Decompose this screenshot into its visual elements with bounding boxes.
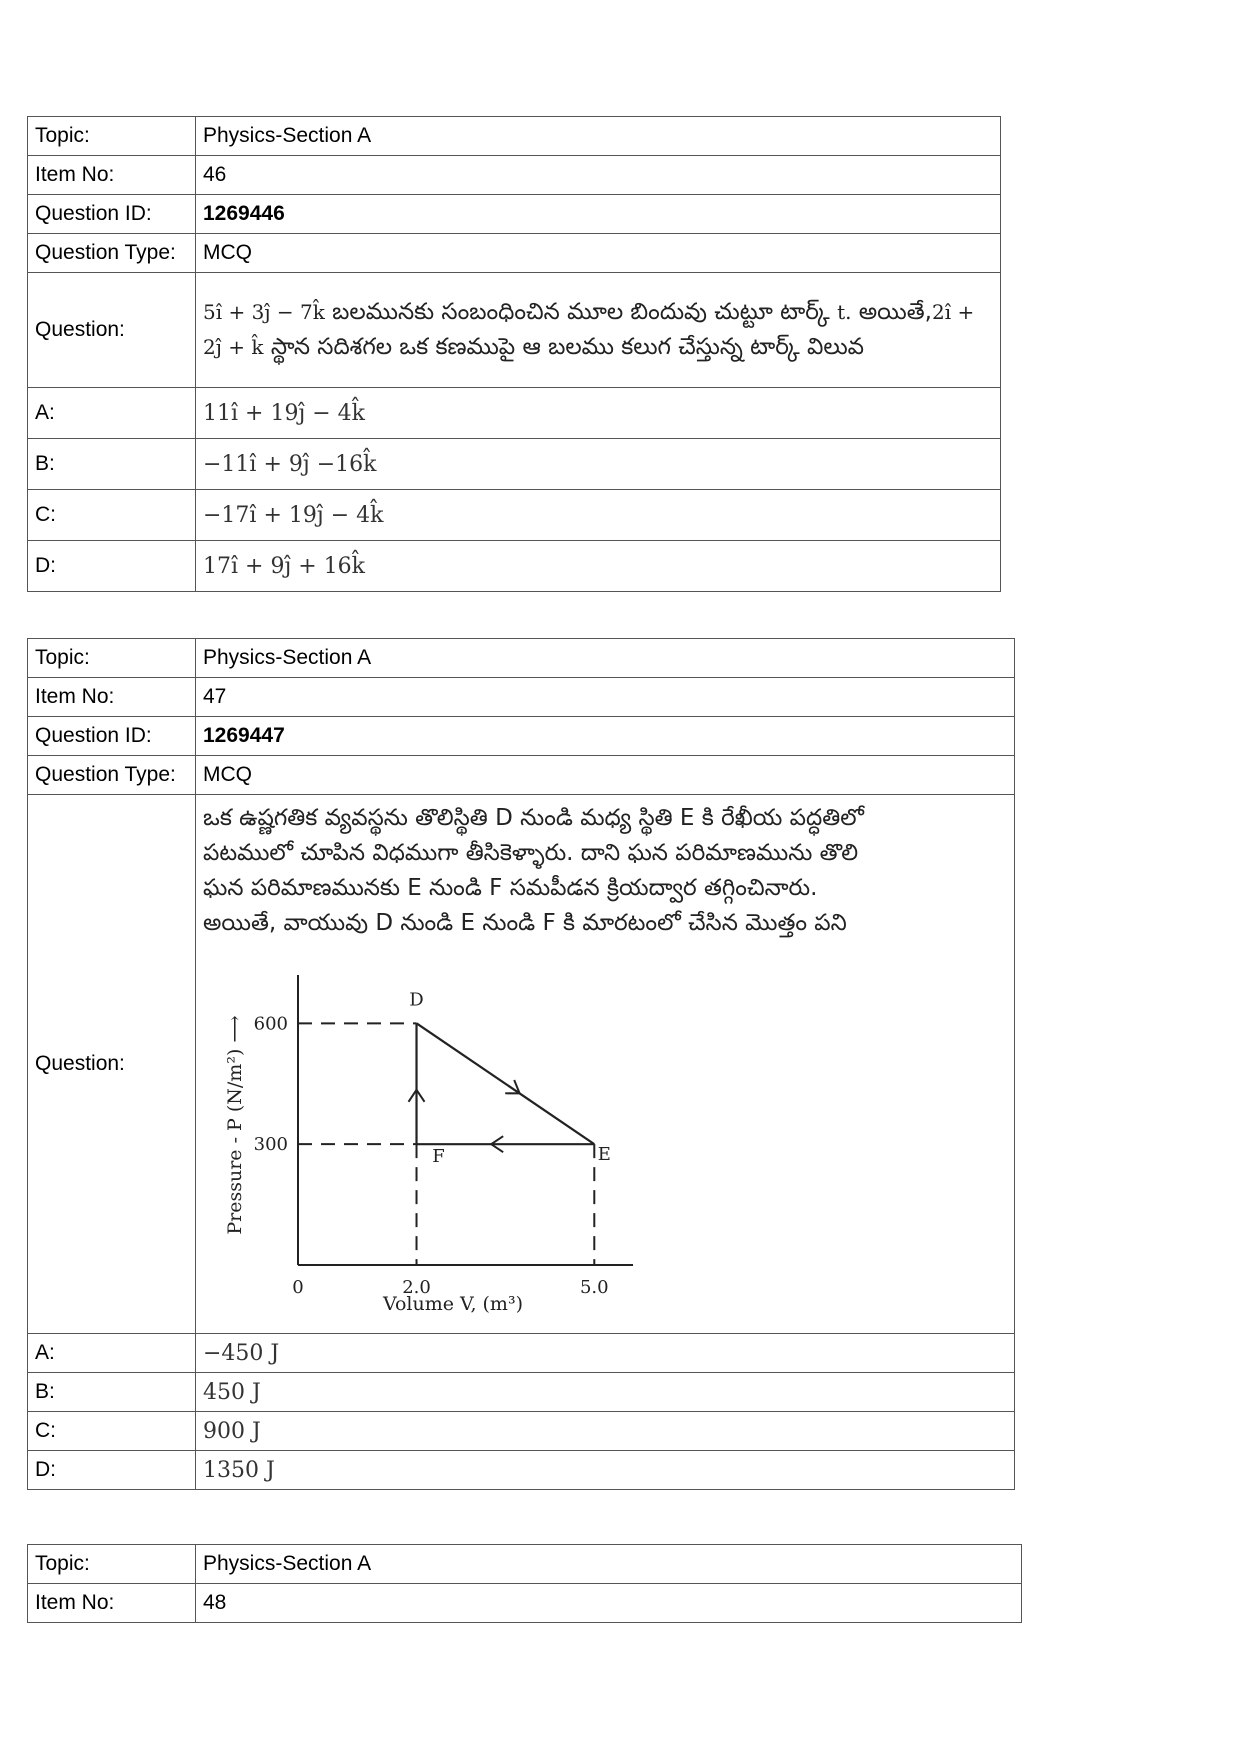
question-48-table xyxy=(27,1544,1022,1623)
option-c-label: C: xyxy=(28,1412,196,1451)
point-label-d: D xyxy=(409,989,424,1011)
x-tick-label: 0 xyxy=(292,1277,304,1298)
question-text xyxy=(196,273,1001,388)
question-type-label: Question Type: xyxy=(28,234,196,273)
x-tick-label: 5.0 xyxy=(579,1277,609,1298)
question-text-line-1: ఒక ఉష్ణగతిక వ్యవస్థను తొలిస్థితి D నుండి మధ్య స్థితి E కి రేఖీయ పద్ధతిలో xyxy=(203,805,864,831)
pv-diagram xyxy=(203,945,683,1320)
option-a-value: −450 J xyxy=(196,1334,1015,1373)
question-text-part1: బలమునకు సంబంధించిన మూల బిందువు చుట్టూ టార్క్ xyxy=(332,299,830,325)
option-d-value: 17î + 9ĵ + 16k̂ xyxy=(196,541,1001,592)
position-vector: 2î + 2ĵ + k̂ xyxy=(203,300,975,359)
option-c-label: C: xyxy=(28,490,196,541)
option-b-label: B: xyxy=(28,439,196,490)
question-type-label: Question Type: xyxy=(28,756,196,795)
question-type-value: MCQ xyxy=(196,756,1015,795)
torque-symbol: t. xyxy=(837,300,852,324)
question-label: Question: xyxy=(28,795,196,1334)
question-id-value: 1269447 xyxy=(196,717,1015,756)
point-label-f: F xyxy=(432,1146,445,1168)
option-c-value: −17î + 19ĵ − 4k̂ xyxy=(196,490,1001,541)
question-label: Question: xyxy=(28,273,196,388)
topic-label: Topic: xyxy=(28,639,196,678)
question-text-part3: స్థాన సదిశగల ఒక కణముపై ఆ బలము కలుగ చేస్తున్న టార్క్ విలువ xyxy=(270,334,865,360)
option-b-value: −11î + 9ĵ −16k̂ xyxy=(196,439,1001,490)
question-text-line-3: ఘన పరిమాణమునకు E నుండి F సమపీడన క్రియద్వార తగ్గించినారు. xyxy=(203,875,818,901)
y-tick-label: 600 xyxy=(253,1013,288,1035)
question-id-value: 1269446 xyxy=(196,195,1001,234)
option-a-label: A: xyxy=(28,388,196,439)
topic-label: Topic: xyxy=(28,1545,196,1584)
force-vector: 5î + 3ĵ − 7k̂ xyxy=(203,300,325,324)
question-id-label: Question ID: xyxy=(28,195,196,234)
point-label-e: E xyxy=(597,1144,611,1166)
topic-label: Topic: xyxy=(28,117,196,156)
y-axis-label: Pressure - P (N/m²) ⟶ xyxy=(224,1015,246,1235)
item-no-value: 46 xyxy=(196,156,1001,195)
item-no-label: Item No: xyxy=(28,1584,196,1623)
option-d-label: D: xyxy=(28,1451,196,1490)
question-body xyxy=(196,795,1015,1334)
option-a-label: A: xyxy=(28,1334,196,1373)
question-47-table xyxy=(27,638,1015,1490)
option-d-value: 1350 J xyxy=(196,1451,1015,1490)
x-axis-label: Volume V, (m³) xyxy=(383,1293,523,1315)
option-c-value: 900 J xyxy=(196,1412,1015,1451)
topic-value: Physics-Section A xyxy=(196,639,1015,678)
question-text-part2: అయితే, xyxy=(858,299,932,325)
item-no-label: Item No: xyxy=(28,156,196,195)
question-text-line-2: పటములో చూపిన విధముగా తీసికెళ్ళారు. దాని ఘన పరిమాణమును తొలి xyxy=(203,840,859,866)
option-b-label: B: xyxy=(28,1373,196,1412)
process-line-DE xyxy=(417,1023,595,1144)
option-d-label: D: xyxy=(28,541,196,592)
option-a-value: 11î + 19ĵ − 4k̂ xyxy=(196,388,1001,439)
item-no-value: 47 xyxy=(196,678,1015,717)
topic-value: Physics-Section A xyxy=(196,117,1001,156)
x-tick-label: 2.0 xyxy=(402,1277,431,1298)
option-b-value: 450 J xyxy=(196,1373,1015,1412)
question-46-table xyxy=(27,116,1001,592)
question-text-line-4: అయితే, వాయువు D నుండి E నుండి F కి మారటంలో చేసిన మొత్తం పని xyxy=(203,910,847,936)
question-type-value: MCQ xyxy=(196,234,1001,273)
question-id-label: Question ID: xyxy=(28,717,196,756)
y-tick-label: 300 xyxy=(253,1134,288,1156)
item-no-label: Item No: xyxy=(28,678,196,717)
item-no-value: 48 xyxy=(196,1584,1022,1623)
topic-value: Physics-Section A xyxy=(196,1545,1022,1584)
